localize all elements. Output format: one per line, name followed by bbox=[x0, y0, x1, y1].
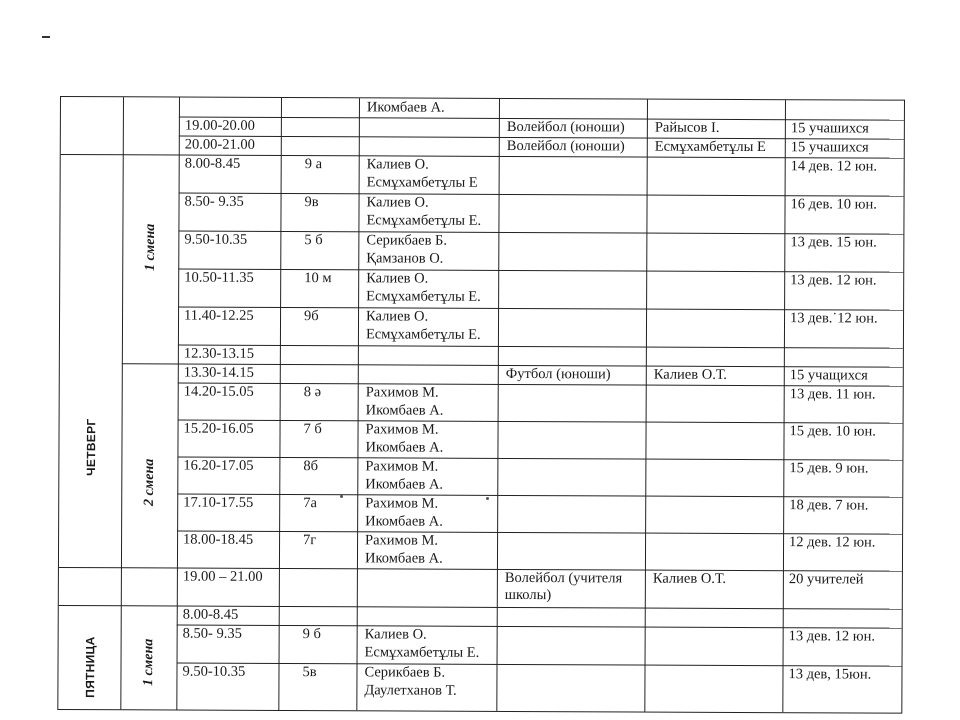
teacher-name: Рахимов М. bbox=[365, 495, 439, 512]
count-cell: 15 учащихся bbox=[789, 367, 868, 384]
teacher-name: Икомбаев А. bbox=[365, 402, 444, 419]
class-cell: 7 б bbox=[303, 421, 322, 438]
time-cell: 10.50-11.35 bbox=[184, 269, 254, 286]
column-divider bbox=[782, 100, 786, 712]
teacher-name: Рахимов М. bbox=[365, 532, 439, 549]
class-cell: 5 б bbox=[304, 232, 323, 249]
count-cell: 13 дев. 12 юн. bbox=[790, 272, 877, 289]
teacher-name: Калиев О. bbox=[366, 270, 429, 287]
shift-label-second: 2 смена bbox=[141, 458, 157, 507]
teacher-name: Икомбаев А. bbox=[365, 476, 444, 493]
teacher-name: Есмұхамбетұлы Е. bbox=[364, 644, 480, 661]
row-divider bbox=[178, 345, 903, 349]
class-cell: 8б bbox=[303, 458, 319, 475]
class-cell: 7а bbox=[303, 495, 317, 512]
coach-cell: Есмұхамбетұлы Е bbox=[654, 138, 766, 156]
time-cell: 15.20-16.05 bbox=[183, 420, 254, 437]
count-cell: 13 дев. 15 юн. bbox=[790, 234, 877, 251]
column-divider bbox=[496, 99, 500, 711]
time-cell: 12.30-13.15 bbox=[183, 345, 255, 362]
class-cell: 9б bbox=[304, 308, 319, 325]
teacher-name: Даулетханов Т. bbox=[364, 682, 457, 699]
column-divider bbox=[120, 97, 124, 709]
section-cell: Волейбол (юноши) bbox=[506, 118, 625, 136]
class-cell: 10 м bbox=[304, 270, 332, 287]
teacher-name: Серикбаев Б. bbox=[366, 232, 448, 249]
coach-cell: Райысов І. bbox=[654, 119, 720, 136]
teacher-name: Есмұхамбетұлы Е. bbox=[365, 326, 481, 343]
teacher-name: Рахимов М. bbox=[365, 421, 439, 438]
column-divider bbox=[356, 98, 360, 710]
count-cell: 15 дев. 10 юн. bbox=[789, 423, 876, 440]
class-cell: 8 ә bbox=[303, 384, 322, 401]
count-cell: 18 дев. 7 юн. bbox=[789, 497, 869, 514]
column-divider bbox=[278, 98, 282, 710]
count-cell: 15 дев. 9 юн. bbox=[789, 460, 869, 477]
teacher-name: Есмұхамбетұлы Е bbox=[366, 174, 478, 191]
count-cell: 15 учашихся bbox=[790, 139, 869, 156]
day-label-friday: ПЯТНИЦА bbox=[82, 636, 97, 698]
time-cell: 16.20-17.05 bbox=[183, 457, 254, 474]
shift-label-first-friday: 1 смена bbox=[140, 638, 156, 687]
schedule-table bbox=[57, 96, 905, 714]
time-cell: 8.50- 9.35 bbox=[182, 625, 242, 642]
teacher-name: Калиев О. bbox=[366, 156, 429, 173]
day-label-thursday: ЧЕТВЕРГ bbox=[83, 418, 98, 476]
time-cell: 11.40-12.25 bbox=[184, 307, 254, 324]
teacher-name: Калиев О. bbox=[366, 308, 429, 325]
teacher-name: Есмұхамбетұлы Е. bbox=[366, 212, 482, 229]
teacher-name: Есмұхамбетұлы Е. bbox=[366, 288, 481, 305]
section-cell: Волейбол (юноши) bbox=[506, 137, 625, 155]
class-cell: 5в bbox=[302, 664, 317, 681]
count-cell: 20 учителей bbox=[788, 571, 864, 588]
time-cell: 14.20-15.05 bbox=[183, 383, 254, 400]
time-cell: 8.00-8.45 bbox=[182, 606, 239, 623]
count-cell: 16 дев. 10 юн. bbox=[790, 196, 877, 213]
teacher-name: Серикбаев Б. bbox=[364, 664, 446, 681]
section-cell: Волейбол (учителя школы) bbox=[504, 569, 623, 604]
count-cell: 12 дев. 12 юн. bbox=[789, 534, 876, 551]
teacher-name: Икомбаев А. bbox=[366, 99, 445, 116]
coach-cell: Калиев О.Т. bbox=[652, 570, 727, 587]
teacher-name: Рахимов М. bbox=[365, 458, 439, 475]
class-cell: 9в bbox=[304, 194, 319, 211]
time-cell: 9.50-10.35 bbox=[182, 663, 246, 680]
teacher-name: Қамзанов О. bbox=[366, 250, 444, 267]
section-cell: Футбол (юноши) bbox=[505, 365, 611, 383]
time-cell: 8.50- 9.35 bbox=[184, 193, 244, 210]
time-cell: 19.00-20.00 bbox=[184, 117, 256, 134]
time-cell: 13.30-14.15 bbox=[183, 364, 254, 381]
count-cell: 13 дев.˙12 юн. bbox=[790, 310, 878, 327]
time-cell: 18.00-18.45 bbox=[183, 531, 254, 548]
time-cell: 20.00-21.00 bbox=[184, 136, 255, 153]
teacher-name: Икомбаев А. bbox=[365, 513, 443, 530]
class-cell: 9 б bbox=[302, 626, 321, 643]
count-cell: 13 дев. 11 юн. bbox=[789, 386, 876, 403]
shift-label-first: 1 смена bbox=[142, 223, 158, 272]
teacher-name: Калиев О. bbox=[364, 626, 427, 643]
count-cell: 13 дев, 15юн. bbox=[788, 666, 872, 683]
count-cell: 13 дев. 12 юн. bbox=[788, 628, 876, 645]
scan-mark bbox=[42, 36, 50, 38]
time-cell: 17.10-17.55 bbox=[183, 494, 254, 511]
coach-cell: Калиев О.Т. bbox=[653, 366, 727, 383]
class-cell: 7г bbox=[303, 532, 317, 549]
teacher-name: Икомбаев А. bbox=[364, 550, 443, 567]
teacher-name: Калиев О. bbox=[366, 194, 429, 211]
column-divider bbox=[644, 100, 648, 712]
time-cell: 19.00 – 21.00 bbox=[182, 568, 263, 585]
class-cell: 9 а bbox=[304, 156, 323, 173]
time-cell: 8.00-8.45 bbox=[184, 155, 241, 172]
column-divider bbox=[176, 98, 180, 710]
count-cell: 15 учашихся bbox=[790, 120, 869, 137]
count-cell: 14 дев. 12 юн. bbox=[790, 158, 878, 175]
teacher-name: Икомбаев А. bbox=[365, 439, 444, 456]
time-cell: 9.50-10.35 bbox=[184, 231, 248, 248]
teacher-name: Рахимов М. bbox=[365, 384, 439, 401]
